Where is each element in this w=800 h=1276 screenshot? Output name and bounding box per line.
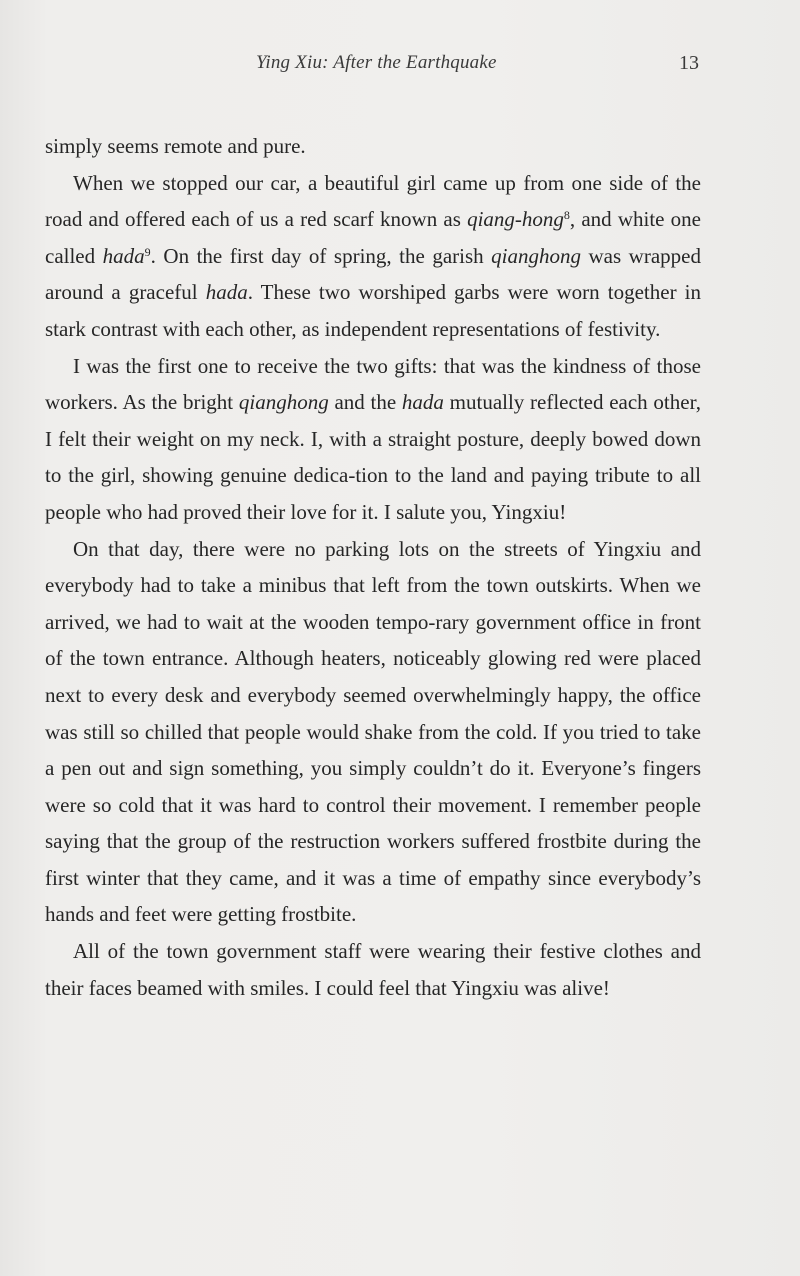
- paragraph-1: [45, 128, 701, 165]
- body-text: [45, 128, 701, 1006]
- paragraph-text: mutually reflected each other, I felt their weight on my neck. I, with a straight posture, deeply bowed down to the girl, showing genuine dedica-tion to the land and paying tribute to all people who had proved their love for it. I salute you, Yingxiu!: [45, 390, 701, 524]
- italic-term: qianghong: [491, 243, 581, 268]
- footnote-ref[interactable]: 9: [144, 244, 151, 259]
- paragraph-text: When we stopped our car, a beautiful girl came up from one side of the road and offered each of us a red scarf known as: [45, 170, 701, 232]
- paragraph-4: [45, 531, 701, 934]
- paragraph-text: , and white one called: [45, 207, 701, 268]
- paragraph-text: and the: [328, 390, 402, 415]
- paragraph-3: [45, 348, 701, 531]
- italic-term: hada: [205, 280, 248, 305]
- paragraph-text: simply seems remote and pure.: [45, 134, 306, 158]
- paragraph-2: [45, 165, 701, 348]
- paragraph-text: On that day, there were no parking lots on the streets of Yingxiu and everybody had to take a minibus that left from the town outskirts. When we arrived, we had to wait at the wooden tempo-rary government office in front of the town entrance. Although heaters, noticeably glowing red were placed next to every desk and everybody seemed overwhelmingly happy, the office was still so chilled that people would shake from the cold. If you tried to take a pen out and sign something, you simply couldn’t do it. Everyone’s fingers were so cold that it was hard to control their movement. I remember people saying that the group of the restruction workers suffered frostbite during the first winter that they came, and it was a time of empathy since everybody’s hands and feet were getting frostbite.: [45, 536, 701, 927]
- paragraph-5: [45, 933, 701, 1006]
- running-head: [0, 52, 800, 82]
- italic-term: qiang-hong: [467, 207, 564, 232]
- footnote-ref[interactable]: 8: [563, 208, 570, 223]
- running-title: Ying Xiu: After the Earthquake: [256, 52, 497, 73]
- italic-term: hada: [102, 243, 145, 268]
- paragraph-text: I was the first one to receive the two gifts: that was the kindness of those workers. As the bright: [45, 353, 701, 415]
- paragraph-text: was wrapped around a graceful: [45, 243, 701, 305]
- italic-term: qianghong: [238, 390, 329, 415]
- paragraph-text: All of the town government staff were wearing their festive clothes and their faces beamed with smiles. I could feel that Yingxiu was alive!: [45, 939, 701, 1000]
- paragraph-text: . These two worshiped garbs were worn together in stark contrast with each other, as independent representations of festivity.: [45, 280, 701, 341]
- paragraph-text: . On the first day of spring, the garish: [150, 243, 492, 268]
- italic-term: hada: [401, 390, 444, 415]
- page-number: 13: [679, 52, 699, 74]
